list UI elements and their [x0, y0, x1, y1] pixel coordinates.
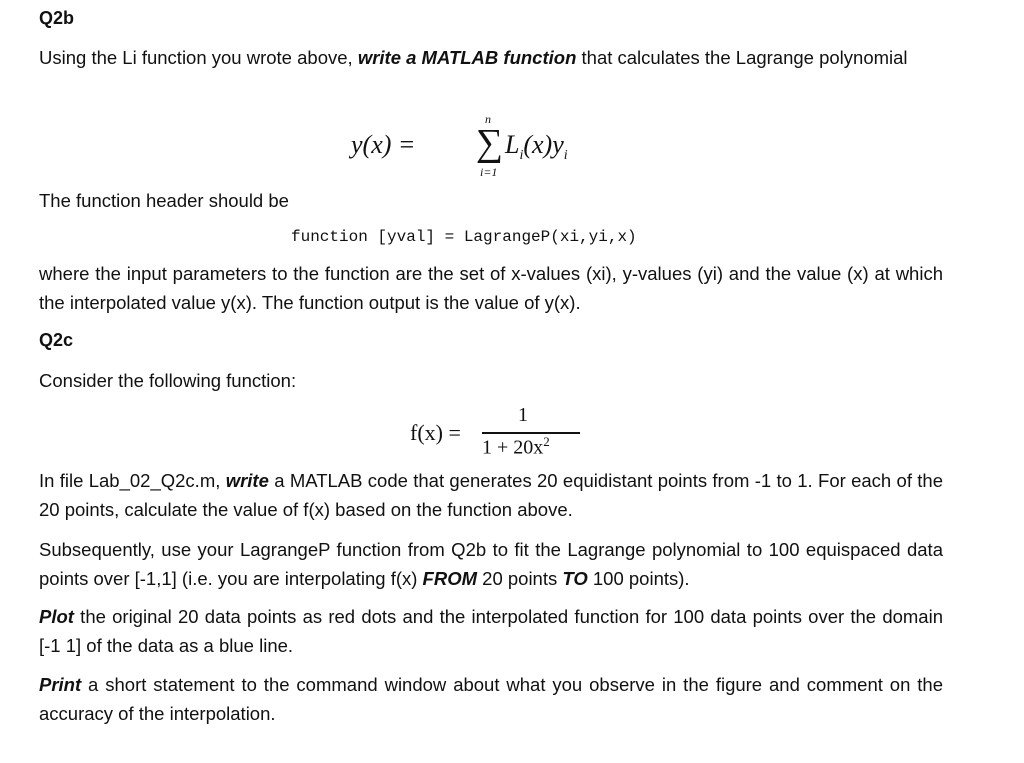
sum-symbol: ∑ [476, 122, 504, 164]
q2c-p4-emphasis: Print [39, 674, 82, 695]
fx-denominator [482, 434, 550, 460]
q2c-p4-post: a short statement to the command window about what you observe in the figure and comment on the accuracy of the interpolation. [39, 674, 943, 724]
q2b-intro-pre: Using the Li function you wrote above, [39, 47, 358, 68]
term-x-y: (x)y [523, 130, 564, 159]
q2b-params-paragraph: where the input parameters to the function are the set of x-values (xi), y-values (yi) and the value (x) at which the interpolated value y(x). The function output is the value of y(x). [39, 263, 943, 313]
q2c-paragraph-2 [39, 535, 943, 593]
q2c-paragraph-3 [39, 602, 943, 660]
q2c-p2-post: 100 points). [587, 568, 690, 589]
fx-formula [410, 400, 590, 460]
q2c-consider-text: Consider the following function: [39, 370, 297, 391]
q2b-heading: Q2b [39, 8, 75, 28]
function-header-code: function [yval] = LagrangeP(xi,yi,x) [291, 228, 637, 246]
q2c-p1-post: a MATLAB code that generates 20 equidistant points from -1 to 1. For each of the 20 points, calculate the value of f(x) based on the function above. [39, 470, 944, 520]
q2c-p2-pre: Subsequently, use your LagrangeP function from Q2b to fit the Lagrange polynomial to 100 equispaced data points over [-1,1] (i.e. you are interpolating f(x) [39, 539, 943, 589]
term-y-subscript: i [563, 148, 568, 163]
q2c-paragraph-1 [39, 466, 943, 524]
sum-upper-limit: n [485, 112, 491, 126]
q2c-p1-pre: In file Lab_02_Q2c.m, [39, 470, 226, 491]
lagrange-formula [351, 108, 591, 184]
q2c-p3-emphasis: Plot [39, 606, 74, 627]
q2c-p2-mid: 20 points [477, 568, 563, 589]
term-l-subscript: i [519, 148, 524, 163]
sum-lower-limit: i=1 [480, 165, 498, 179]
q2b-intro-emphasis: write a MATLAB function [357, 47, 577, 68]
term-l: L [505, 130, 520, 159]
q2c-p1-emphasis: write [225, 470, 269, 491]
lagrange-formula-lhs: y(x) = [351, 130, 416, 159]
q2c-heading: Q2c [39, 330, 74, 350]
q2b-header-intro: The function header should be [39, 190, 289, 211]
lagrange-formula-term [505, 130, 568, 163]
q2c-p2-emphasis-to: TO [562, 568, 588, 589]
fx-formula-lhs: f(x) = [410, 420, 461, 445]
fx-denominator-base: 1 + 20x [482, 436, 544, 459]
q2c-p2-emphasis-from: FROM [422, 568, 478, 589]
fx-denominator-exponent: 2 [543, 434, 550, 449]
q2b-intro-post: that calculates the Lagrange polynomial [576, 47, 908, 68]
q2c-p3-post: the original 20 data points as red dots and the interpolated function for 100 data points over the domain [-1 1] of the data as a blue line. [39, 606, 943, 656]
q2c-paragraph-4 [39, 670, 943, 728]
fx-numerator: 1 [518, 404, 528, 426]
q2b-intro-paragraph [39, 43, 943, 72]
